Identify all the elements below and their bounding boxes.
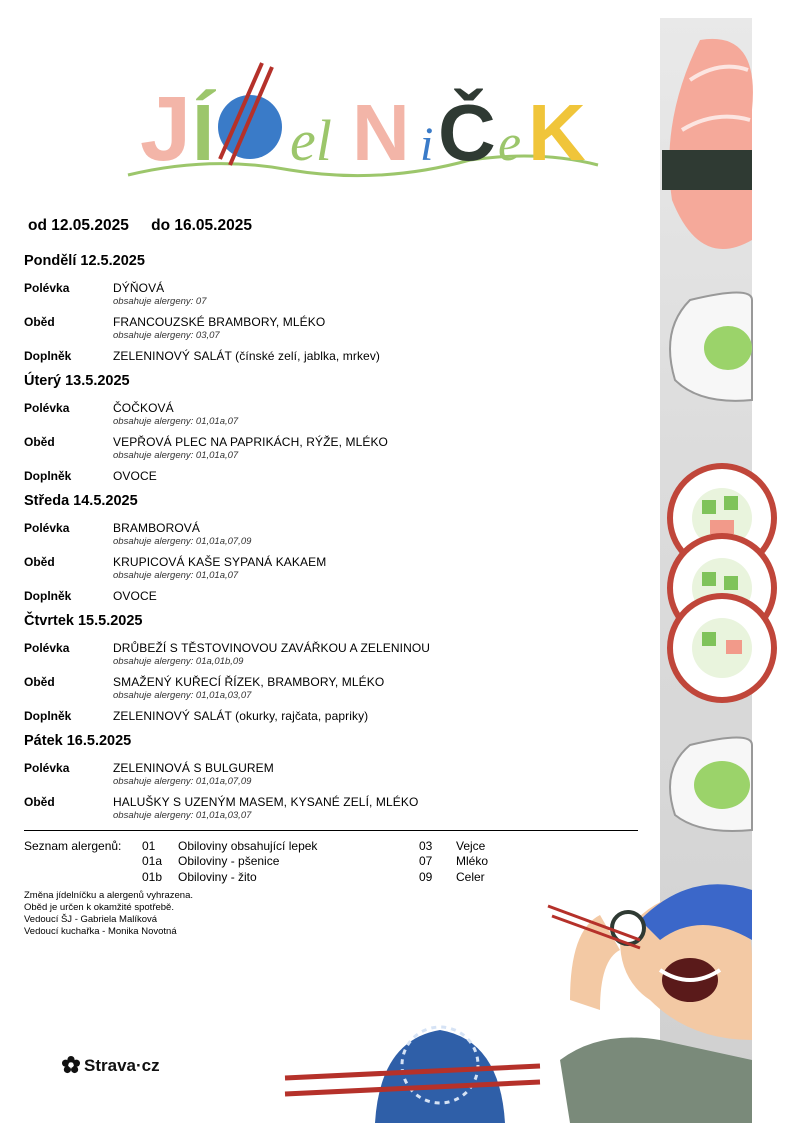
meal-category: Polévka [24,521,70,535]
meal-name: ZELENINOVÁ S BULGUREM [113,761,274,775]
allergen-code: 07 [419,854,433,868]
svg-text:K: K [528,88,586,177]
meal-name: VEPŘOVÁ PLEC NA PAPRIKÁCH, RÝŽE, MLÉKO [113,435,388,449]
date-to: do 16.05.2025 [151,217,252,234]
svg-text:i: i [420,118,434,171]
meal-category: Polévka [24,401,70,415]
day-block [24,253,644,365]
meal-name: DÝŇOVÁ [113,281,165,295]
jidelnicek-logo-icon [120,55,600,190]
brand-name: Strava·cz [84,1056,160,1075]
footer-notes [24,890,193,938]
divider [24,830,638,831]
day-block [24,493,644,605]
meal-allergens: obsahuje alergeny: 01,01a,07 [113,570,239,581]
day-title: Čtvrtek 15.5.2025 [24,613,143,629]
svg-text:el: el [290,108,332,173]
meal-allergens: obsahuje alergeny: 01,01a,03,07 [113,810,252,821]
allergen-name: Vejce [456,839,486,853]
allergen-name: Obiloviny obsahující lepek [178,839,318,853]
maki-roll-icon-2 [670,738,752,832]
meal-category: Polévka [24,281,70,295]
meal-row [24,281,644,297]
allergen-name: Mléko [456,854,489,868]
meal-category: Oběd [24,315,55,329]
meal-name: FRANCOUZSKÉ BRAMBORY, MLÉKO [113,315,326,329]
allergen-code: 01 [142,839,156,853]
note-line: Změna jídelníčku a alergenů vyhrazena. [24,890,193,901]
meal-name: KRUPICOVÁ KAŠE SYPANÁ KAKAEM [113,555,327,569]
salmon-maki-icon [670,466,774,700]
day-block [24,733,644,829]
meal-allergens: obsahuje alergeny: 03,07 [113,330,220,341]
allergen-name: Celer [456,870,485,884]
meal-name: DRŮBEŽÍ S TĚSTOVINOVOU ZAVÁŘKOU A ZELENINOU [113,641,431,655]
meal-allergens: obsahuje alergeny: 01,01a,07 [113,416,239,427]
svg-text:N: N [352,88,410,177]
meal-allergens: obsahuje alergeny: 07 [113,296,207,307]
allergen-name: Obiloviny - pšenice [178,854,280,868]
allergen-code: 03 [419,839,433,853]
svg-text:Í: Í [192,88,215,177]
maki-roll-icon [670,293,752,401]
meal-row [24,469,644,485]
meal-row [24,675,644,691]
meal-category: Doplněk [24,349,72,363]
meal-name: HALUŠKY S UZENÝM MASEM, KYSANÉ ZELÍ, MLÉKO [113,795,419,809]
note-line: Oběd je určen k okamžité spotřebě. [24,902,174,913]
meal-name: ZELENINOVÝ SALÁT (čínské zelí, jablka, mrkev) [113,349,381,363]
meal-category: Oběd [24,675,55,689]
meal-category: Doplněk [24,469,72,483]
meal-row [24,521,644,537]
allergen-name: Obiloviny - žito [178,870,257,884]
note-line: Vedoucí kuchařka - Monika Novotná [24,926,177,937]
meal-row [24,401,644,417]
day-title: Středa 14.5.2025 [24,493,138,509]
meal-allergens: obsahuje alergeny: 01,01a,03,07 [113,690,252,701]
day-block [24,613,644,725]
flower-icon [62,1056,80,1074]
meal-name: OVOCE [113,589,157,603]
svg-text:e: e [498,115,522,172]
meal-row [24,641,644,657]
meal-name: ČOČKOVÁ [113,401,174,415]
meal-category: Oběd [24,555,55,569]
day-title: Pondělí 12.5.2025 [24,253,145,269]
menu-logo [120,55,600,190]
date-from: od 12.05.2025 [28,217,129,234]
child-eating-icon [548,884,752,1123]
day-title: Úterý 13.5.2025 [24,373,130,389]
allergen-code: 01b [142,870,163,884]
meal-row [24,795,644,811]
day-block [24,373,644,485]
date-range [28,217,270,235]
day-title: Pátek 16.5.2025 [24,733,132,749]
brand-logo [62,1056,160,1076]
meal-name: SMAŽENÝ KUŘECÍ ŘÍZEK, BRAMBORY, MLÉKO [113,675,385,689]
meal-row [24,435,644,451]
meal-name: ZELENINOVÝ SALÁT (okurky, rajčata, papriky) [113,709,369,723]
note-line: Vedoucí ŠJ - Gabriela Malíková [24,914,158,925]
salmon-nigiri-icon [662,39,753,249]
meal-row [24,555,644,571]
meal-category: Polévka [24,761,70,775]
allergen-code: 01a [142,854,163,868]
bowl-icon [285,1027,540,1123]
meal-allergens: obsahuje alergeny: 01,01a,07,09 [113,776,252,787]
meal-name: BRAMBOROVÁ [113,521,201,535]
meal-row [24,761,644,777]
svg-text:J: J [140,78,192,180]
meal-category: Oběd [24,435,55,449]
meal-row [24,349,644,365]
allergen-code: 09 [419,870,433,884]
meal-name: OVOCE [113,469,157,483]
meal-row [24,589,644,605]
meal-category: Doplněk [24,589,72,603]
meal-allergens: obsahuje alergeny: 01,01a,07 [113,450,239,461]
meal-category: Polévka [24,641,70,655]
meal-allergens: obsahuje alergeny: 01a,01b,09 [113,656,244,667]
allergen-list-label: Seznam alergenů: [24,839,122,853]
svg-text:Č: Č [438,88,496,177]
meal-row [24,709,644,725]
meal-row [24,315,644,331]
meal-category: Doplněk [24,709,72,723]
meal-category: Oběd [24,795,55,809]
meal-allergens: obsahuje alergeny: 01,01a,07,09 [113,536,252,547]
